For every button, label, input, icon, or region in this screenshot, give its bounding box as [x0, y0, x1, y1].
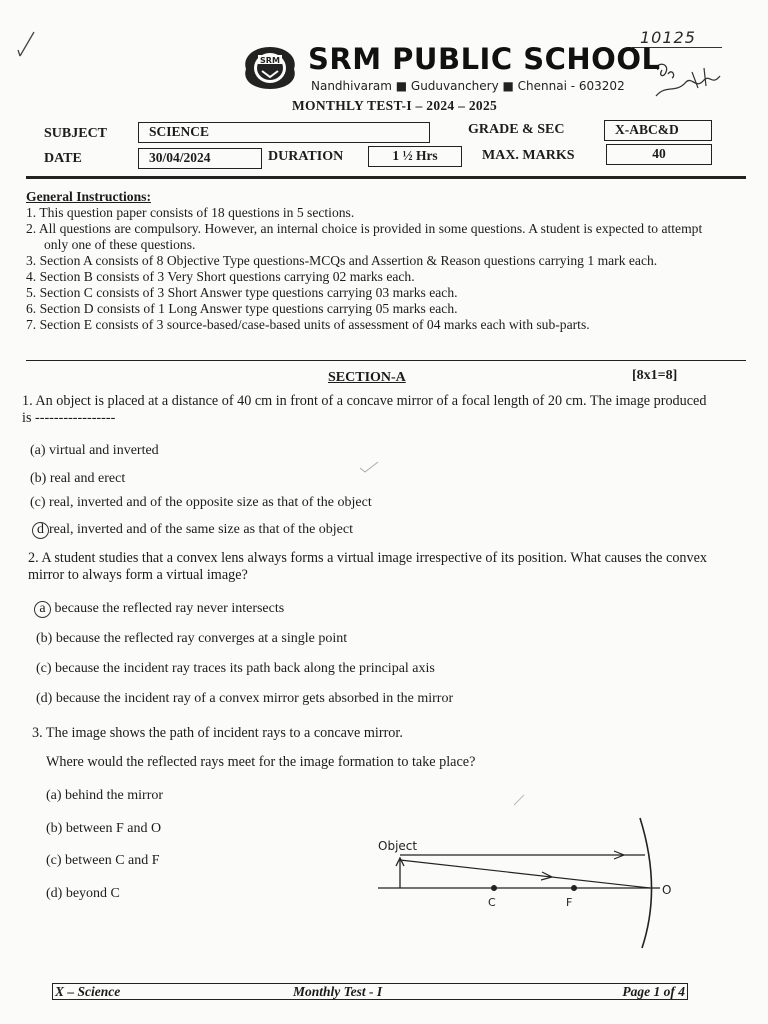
o-label: O	[662, 883, 672, 897]
footer-page-number: Page 1 of 4	[622, 984, 685, 999]
general-instructions	[26, 189, 716, 333]
logo-text: SRM	[260, 56, 280, 65]
centre-of-curvature-point	[491, 885, 497, 891]
question-2: 2. A student studies that a convex lens always forms a virtual image irrespective of its position. What causes the convex mirror to always form a virtual image?	[28, 550, 707, 583]
concave-mirror-diagram	[370, 812, 690, 952]
q1-option-a: (a) virtual and inverted	[30, 443, 159, 458]
q1-option-c: (c) real, inverted and of the opposite size as that of the object	[30, 495, 372, 510]
focus-point	[571, 885, 577, 891]
f-label: F	[566, 896, 573, 909]
grade-value: X-ABC&D	[604, 120, 712, 141]
q2-option-b: (b) because the reflected ray converges at a single point	[36, 631, 348, 646]
handwritten-roll-number: 10125	[640, 28, 696, 47]
instruction-item: 3. Section A consists of 8 Objective Type questions-MCQs and Assertion & Reason questions carrying 1 mark each.	[26, 253, 658, 268]
q2-option-d: (d) because the incident ray of a convex mirror gets absorbed in the mirror	[36, 691, 454, 706]
test-title: MONTHLY TEST-I – 2024 – 2025	[292, 98, 498, 113]
duration-value: 1 ½ Hrs	[368, 146, 462, 167]
q3-option-c: (c) between C and F	[46, 853, 160, 868]
footer-test-name: Monthly Test - I	[293, 984, 383, 999]
date-value: 30/04/2024	[138, 148, 262, 169]
incident-ray-through-focus	[400, 860, 650, 888]
c-label: C	[488, 896, 496, 909]
school-address: Nandhivaram ■ Guduvanchery ■ Chennai - 603202	[311, 79, 625, 93]
pen-stroke-mark	[512, 793, 526, 807]
section-title: SECTION-A	[328, 370, 406, 385]
duration-label: DURATION	[268, 149, 344, 164]
question-1: 1. An object is placed at a distance of 40 cm in front of a concave mirror of a focal length of 20 cm. The image produced is -----------------	[22, 393, 707, 426]
question-3-subtext: Where would the reflected rays meet for the image formation to take place?	[46, 754, 476, 770]
instruction-item: 5. Section C consists of 3 Short Answer type questions carrying 03 marks each.	[26, 285, 458, 300]
q2-option-c: (c) because the incident ray traces its path back along the principal axis	[36, 661, 435, 676]
section-marks: [8x1=8]	[632, 368, 678, 383]
max-marks-value: 40	[606, 144, 712, 165]
circled-answer-mark: a	[34, 601, 51, 618]
q3-option-d: (d) beyond C	[46, 886, 120, 901]
handwritten-signature-mark	[652, 60, 726, 100]
circled-answer-mark: d	[32, 522, 49, 539]
instruction-item: 7. Section E consists of 3 source-based/case-based units of assessment of 04 marks each with sub-parts.	[26, 317, 590, 332]
instruction-item: 4. Section B consists of 3 Very Short questions carrying 02 marks each.	[26, 269, 415, 284]
grade-label: GRADE & SEC	[468, 122, 565, 137]
instructions-divider	[26, 360, 746, 361]
subject-value: SCIENCE	[138, 122, 430, 143]
footer-subject: X – Science	[55, 984, 121, 999]
q2-option-a: a because the reflected ray never intersects	[34, 601, 284, 618]
page-footer	[52, 983, 688, 1000]
pen-stroke-mark	[14, 30, 38, 60]
subject-label: SUBJECT	[44, 126, 108, 141]
instruction-item: 6. Section D consists of 1 Long Answer type questions carrying 05 marks each.	[26, 301, 458, 316]
tick-mark	[358, 460, 380, 474]
instructions-title: General Instructions:	[26, 189, 151, 204]
concave-mirror-surface	[640, 818, 652, 948]
question-3: 3. The image shows the path of incident rays to a concave mirror.	[32, 725, 403, 741]
school-name: SRM PUBLIC SCHOOL	[308, 42, 661, 76]
q1-option-d: d real, inverted and of the same size as that of the object	[32, 522, 353, 539]
instruction-item: 2. All questions are compulsory. However, an internal choice is provided in some questions. A student is expected to attempt only one of these questions.	[26, 221, 703, 252]
instruction-item: 1. This question paper consists of 18 questions in 5 sections.	[26, 205, 355, 220]
header-divider	[26, 176, 746, 179]
q3-option-b: (b) between F and O	[46, 821, 162, 836]
object-label: Object	[378, 839, 418, 853]
q3-option-a: (a) behind the mirror	[46, 788, 164, 803]
school-logo-icon	[240, 45, 300, 91]
date-label: DATE	[44, 151, 82, 166]
max-marks-label: MAX. MARKS	[482, 148, 575, 163]
q1-option-b: (b) real and erect	[30, 471, 126, 486]
